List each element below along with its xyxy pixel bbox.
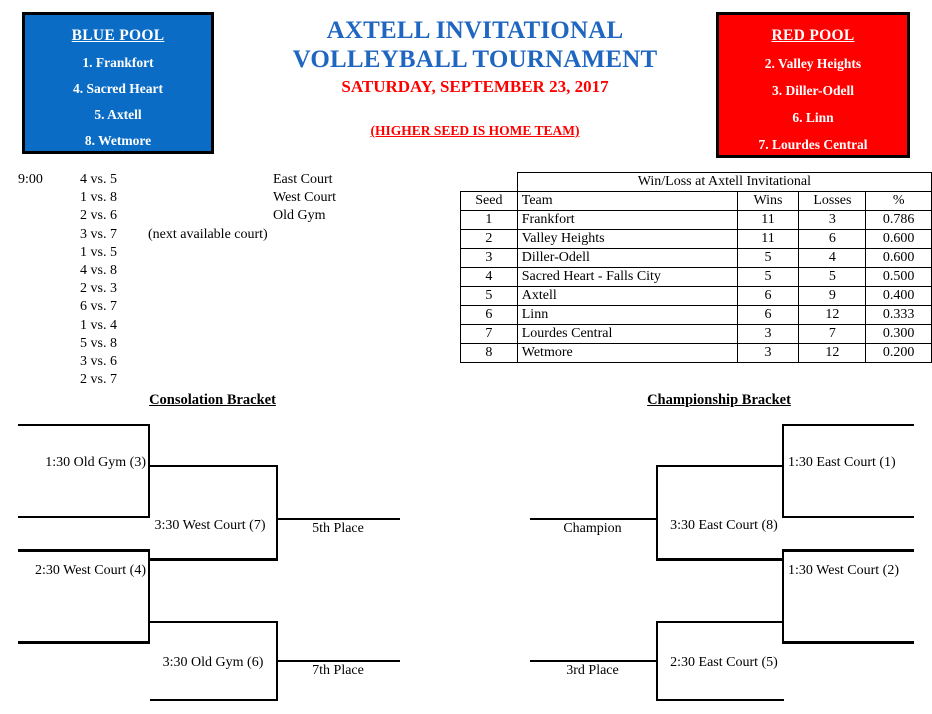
schedule-court: Old Gym (273, 208, 326, 224)
table-row (461, 306, 932, 325)
championship-r1-top-line-left (782, 424, 784, 518)
table-row (461, 344, 932, 363)
cell-team: Linn (517, 306, 737, 325)
schedule-match: 1 vs. 5 (80, 244, 117, 260)
blue-pool-team: 4. Sacred Heart (72, 81, 164, 96)
cell-losses: 12 (799, 344, 866, 363)
championship-r1-bottom-line-upper (782, 549, 914, 552)
cell-seed: 7 (461, 325, 518, 344)
standings-table (460, 172, 932, 363)
cell-team: Frankfort (517, 211, 737, 230)
championship-champion-label: Champion (563, 521, 622, 536)
schedule-list (0, 172, 450, 390)
blue-pool-title: BLUE POOL (71, 27, 165, 44)
championship-champion-line (530, 518, 658, 520)
schedule-row (0, 227, 450, 245)
cell-losses: 3 (799, 211, 866, 230)
schedule-match: 4 vs. 5 (80, 172, 117, 187)
table-row (461, 230, 932, 249)
red-pool-box (716, 12, 910, 158)
schedule-row (0, 190, 450, 208)
cell-losses: 12 (799, 306, 866, 325)
red-pool-team: 6. Linn (792, 110, 834, 125)
schedule-row (0, 263, 450, 281)
blue-pool-team: 8. Wetmore (84, 133, 152, 148)
cell-wins: 5 (737, 268, 799, 287)
table-super-header-row (461, 173, 932, 192)
championship-r1-bottom-line-lower (782, 641, 914, 644)
cell-wins: 6 (737, 287, 799, 306)
cell-seed: 3 (461, 249, 518, 268)
consolation-r1-top-line-upper (18, 424, 150, 426)
consolation-r2-line-upper (150, 465, 278, 467)
red-pool-title: RED POOL (771, 27, 855, 44)
championship-r1-top-line-upper (782, 424, 914, 426)
cell-pct: 0.786 (866, 211, 932, 230)
cell-pct: 0.600 (866, 249, 932, 268)
column-header-team: Team (517, 192, 737, 211)
schedule-row (0, 372, 450, 390)
schedule-match: 3 vs. 7 (80, 226, 117, 242)
tournament-date: SATURDAY, SEPTEMBER 23, 2017 (341, 77, 609, 96)
championship-3rd-line (530, 660, 658, 662)
schedule-row (0, 354, 450, 372)
table-blank-cell (461, 173, 518, 192)
championship-r1-top-line-lower (782, 516, 914, 518)
consolation-7th-game-line-upper (150, 621, 278, 623)
cell-wins: 3 (737, 344, 799, 363)
schedule-row (0, 336, 450, 354)
table-row (461, 268, 932, 287)
cell-wins: 6 (737, 306, 799, 325)
cell-wins: 11 (737, 230, 799, 249)
consolation-r1-top-line-right (148, 424, 150, 518)
column-header-seed: Seed (461, 192, 518, 211)
consolation-7th-game-label: 3:30 Old Gym (6) (162, 655, 264, 670)
championship-r2-line-left (656, 465, 658, 561)
schedule-time: 9:00 (18, 172, 43, 187)
column-header-wins: Wins (737, 192, 799, 211)
cell-team: Lourdes Central (517, 325, 737, 344)
cell-pct: 0.500 (866, 268, 932, 287)
consolation-5th-label: 5th Place (312, 521, 364, 536)
cell-wins: 3 (737, 325, 799, 344)
cell-wins: 5 (737, 249, 799, 268)
schedule-court: East Court (273, 172, 333, 187)
blue-pool-box (22, 12, 214, 154)
schedule-row (0, 318, 450, 336)
cell-seed: 6 (461, 306, 518, 325)
consolation-r1-bottom-line-upper (18, 549, 150, 552)
cell-seed: 2 (461, 230, 518, 249)
schedule-match: 1 vs. 4 (80, 317, 117, 333)
championship-r2-line-upper (656, 465, 784, 467)
schedule-match: 2 vs. 7 (80, 372, 117, 388)
cell-team: Axtell (517, 287, 737, 306)
cell-team: Diller-Odell (517, 249, 737, 268)
championship-r1-bottom-line-left (782, 549, 784, 644)
schedule-row (0, 245, 450, 263)
schedule-match: 4 vs. 8 (80, 262, 117, 278)
cell-pct: 0.300 (866, 325, 932, 344)
cell-seed: 8 (461, 344, 518, 363)
cell-seed: 1 (461, 211, 518, 230)
table-super-header: Win/Loss at Axtell Invitational (517, 173, 931, 192)
home-team-note: (HIGHER SEED IS HOME TEAM) (370, 123, 580, 138)
championship-r1-top-label: 1:30 East Court (1) (788, 455, 896, 470)
cell-losses: 6 (799, 230, 866, 249)
schedule-match: 2 vs. 6 (80, 208, 117, 224)
consolation-r1-bottom-line-right (148, 549, 150, 644)
schedule-match: 3 vs. 6 (80, 353, 117, 369)
cell-team: Sacred Heart - Falls City (517, 268, 737, 287)
cell-seed: 5 (461, 287, 518, 306)
consolation-r2-line-lower (150, 558, 278, 561)
championship-r2-line-lower (656, 558, 784, 561)
column-header-losses: Losses (799, 192, 866, 211)
red-pool-team: 2. Valley Heights (764, 56, 862, 71)
consolation-r1-bottom-label: 2:30 West Court (4) (35, 563, 146, 578)
column-header-pct: % (866, 192, 932, 211)
cell-team: Wetmore (517, 344, 737, 363)
consolation-r2-label: 3:30 West Court (7) (154, 518, 266, 533)
consolation-r1-top-line-lower (18, 516, 150, 518)
cell-losses: 5 (799, 268, 866, 287)
consolation-7th-label: 7th Place (312, 663, 364, 678)
championship-3rd-game-label: 2:30 East Court (5) (670, 655, 778, 670)
red-pool-team: 3. Diller-Odell (772, 83, 854, 98)
cell-losses: 4 (799, 249, 866, 268)
consolation-r1-top-label: 1:30 Old Gym (3) (45, 455, 146, 470)
championship-r1-bottom-label: 1:30 West Court (2) (788, 563, 899, 578)
schedule-row (0, 299, 450, 317)
red-pool-team: 7. Lourdes Central (758, 137, 868, 152)
cell-losses: 7 (799, 325, 866, 344)
cell-pct: 0.400 (866, 287, 932, 306)
championship-3rd-label: 3rd Place (566, 663, 619, 678)
schedule-row (0, 172, 450, 190)
page-title-line-1: AXTELL INVITATIONAL (326, 17, 624, 44)
blue-pool-team: 5. Axtell (94, 107, 142, 122)
schedule-match: 5 vs. 8 (80, 335, 117, 351)
consolation-r1-bottom-line-lower (18, 641, 150, 644)
championship-3rd-game-line-lower (656, 699, 784, 701)
table-row (461, 325, 932, 344)
table-header-row (461, 192, 932, 211)
table-row (461, 287, 932, 306)
cell-team: Valley Heights (517, 230, 737, 249)
championship-3rd-game-line-upper (656, 621, 784, 623)
table-row (461, 211, 932, 230)
schedule-match: 1 vs. 8 (80, 190, 117, 206)
table-row (461, 249, 932, 268)
blue-pool-team: 1. Frankfort (82, 55, 154, 70)
consolation-7th-game-line-lower (150, 699, 278, 701)
cell-losses: 9 (799, 287, 866, 306)
schedule-row (0, 208, 450, 226)
schedule-match: 2 vs. 3 (80, 281, 117, 297)
schedule-row (0, 281, 450, 299)
consolation-r2-line-right (276, 465, 278, 561)
page-title-block (240, 16, 710, 139)
cell-wins: 11 (737, 211, 799, 230)
page-title-line-2: VOLLEYBALL TOURNAMENT (292, 46, 658, 73)
schedule-note: (next available court) (148, 226, 268, 242)
schedule-match: 6 vs. 7 (80, 299, 117, 315)
consolation-bracket-title: Consolation Bracket (149, 392, 276, 408)
consolation-7th-line (276, 660, 400, 662)
schedule-court: West Court (273, 190, 337, 206)
cell-seed: 4 (461, 268, 518, 287)
championship-bracket-title: Championship Bracket (647, 392, 791, 408)
cell-pct: 0.333 (866, 306, 932, 325)
championship-r2-label: 3:30 East Court (8) (670, 518, 778, 533)
cell-pct: 0.600 (866, 230, 932, 249)
cell-pct: 0.200 (866, 344, 932, 363)
consolation-5th-line (276, 518, 400, 520)
